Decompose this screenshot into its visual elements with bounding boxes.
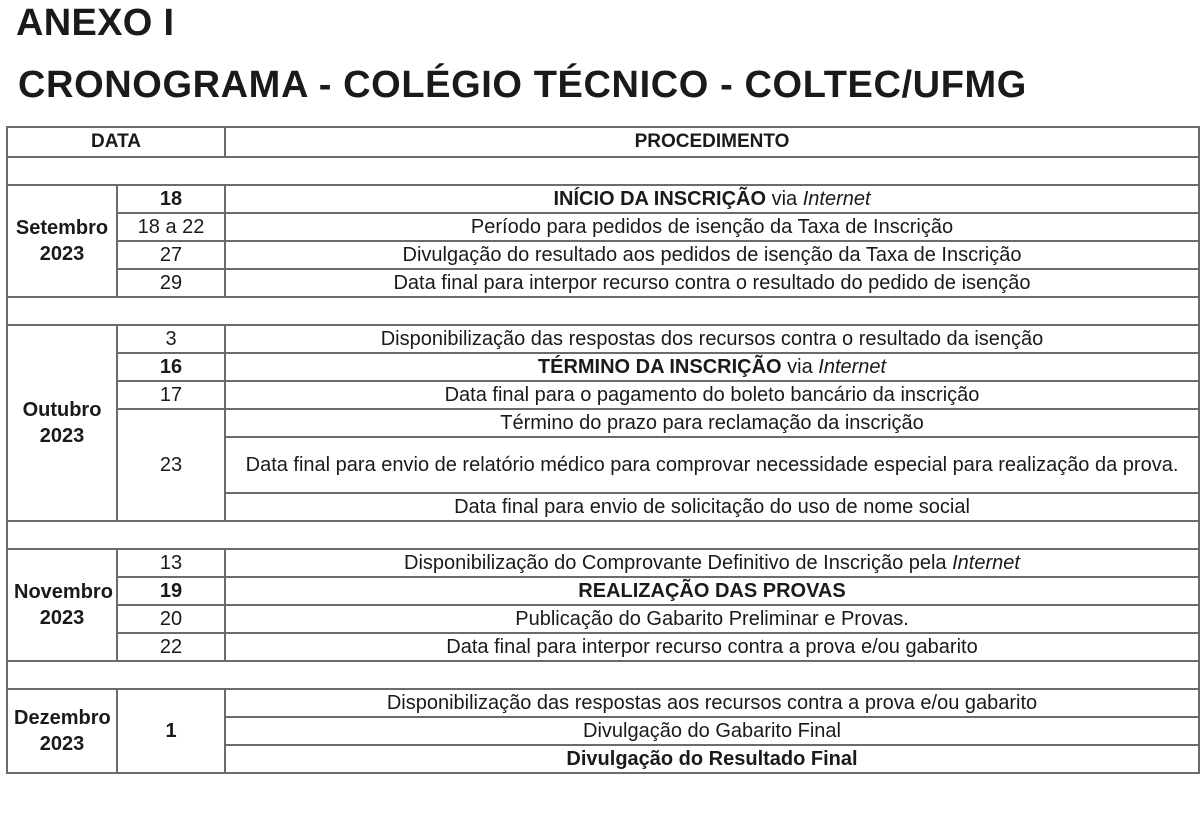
day-cell: 23 [117,409,225,521]
day-cell: 1 [117,689,225,773]
month-name: Outubro [22,399,102,421]
month-cell-setembro [7,185,117,297]
month-cell-outubro [7,325,117,521]
table-row [7,269,1199,297]
procedure-cell: Período para pedidos de isenção da Taxa de Inscrição [225,213,1199,241]
table-row [7,605,1199,633]
month-name: Dezembro [14,707,111,729]
day-cell: 3 [117,325,225,353]
month-cell-dezembro [7,689,117,773]
procedure-cell: REALIZAÇÃO DAS PROVAS [225,577,1199,605]
procedure-cell: Disponibilização das respostas aos recursos contra a prova e/ou gabarito [225,689,1199,717]
header-date: DATA [7,127,225,157]
table-row [7,633,1199,661]
procedure-cell: Disponibilização das respostas dos recursos contra o resultado da isenção [225,325,1199,353]
procedure-cell [225,353,1199,381]
day-cell: 16 [117,353,225,381]
procedure-italic-text: Internet [802,188,871,210]
table-row [7,353,1199,381]
day-cell: 18 a 22 [117,213,225,241]
table-row [7,185,1199,213]
table-row [7,381,1199,409]
schedule-heading: CRONOGRAMA - COLÉGIO TÉCNICO - COLTEC/UFMG [18,64,1027,106]
day-cell: 29 [117,269,225,297]
spacer-row [7,157,1199,185]
day-cell: 17 [117,381,225,409]
day-cell: 19 [117,577,225,605]
table-row [7,409,1199,437]
table-row [7,325,1199,353]
spacer-row [7,297,1199,325]
annex-title: ANEXO I [16,2,175,44]
header-procedure: PROCEDIMENTO [225,127,1199,157]
month-name: Setembro [15,217,109,239]
procedure-text: Disponibilização do Comprovante Definitivo de Inscrição pela [404,552,953,574]
month-name: Novembro [14,581,113,603]
day-cell: 18 [117,185,225,213]
table-row [7,577,1199,605]
spacer-row [7,661,1199,689]
day-cell: 20 [117,605,225,633]
procedure-cell: Publicação do Gabarito Preliminar e Provas. [225,605,1199,633]
spacer-row [7,521,1199,549]
procedure-cell: Divulgação do Gabarito Final [225,717,1199,745]
procedure-cell: Divulgação do resultado aos pedidos de isenção da Taxa de Inscrição [225,241,1199,269]
table-row [7,241,1199,269]
month-cell-novembro [7,549,117,661]
procedure-cell [225,185,1199,213]
procedure-text: via [766,188,803,210]
procedure-bold-text: TÉRMINO DA INSCRIÇÃO [537,356,782,378]
day-cell: 13 [117,549,225,577]
procedure-cell: Data final para interpor recurso contra a prova e/ou gabarito [225,633,1199,661]
table-row [7,213,1199,241]
procedure-cell [225,549,1199,577]
procedure-cell: Término do prazo para reclamação da inscrição [225,409,1199,437]
procedure-cell: Data final para envio de solicitação do uso de nome social [225,493,1199,521]
month-year: 2023 [39,243,85,265]
procedure-cell: Divulgação do Resultado Final [225,745,1199,773]
month-year: 2023 [39,607,85,629]
day-cell: 22 [117,633,225,661]
month-year: 2023 [39,733,85,755]
procedure-italic-text: Internet [952,552,1020,574]
table-row [7,689,1199,717]
table-header-row [7,127,1199,157]
procedure-cell: Data final para interpor recurso contra o resultado do pedido de isenção [225,269,1199,297]
schedule-table [6,126,1200,774]
table-row [7,549,1199,577]
month-year: 2023 [39,425,85,447]
procedure-cell: Data final para o pagamento do boleto bancário da inscrição [225,381,1199,409]
procedure-text: via [781,356,819,378]
procedure-italic-text: Internet [818,356,887,378]
procedure-bold-text: INÍCIO DA INSCRIÇÃO [553,188,767,210]
day-cell: 27 [117,241,225,269]
procedure-cell: Data final para envio de relatório médico para comprovar necessidade especial para realização da prova. [225,437,1199,493]
